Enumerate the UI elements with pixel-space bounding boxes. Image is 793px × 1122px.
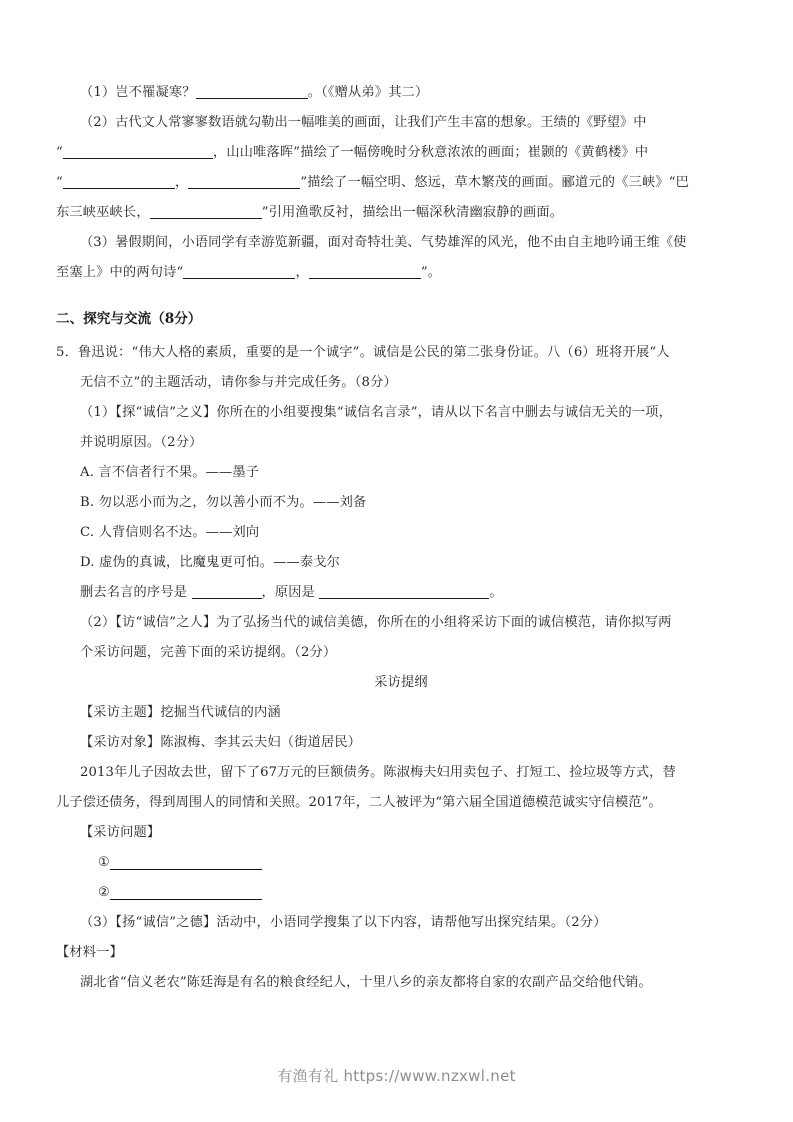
footer-watermark: 有渔有礼 https://www.nzxwl.net [277,1067,516,1085]
fill-blank-option-id[interactable] [192,584,262,599]
material-one-text [56,968,746,998]
question-5-sub-1-line-2: 并说明原因。（2分） [80,435,203,450]
fill-blank[interactable] [309,264,421,279]
answer-row-mid: ，原因是 [261,585,316,600]
answer-write-line[interactable] [110,854,262,870]
question-5-sub-1-answer-row [56,578,746,608]
question-5-sub-2-line-1: （2）【访“诚信”之人】为了弘扬当代的诚信美德，你所在的小组将采访下面的诚信模范，请你拟写两 [80,615,672,630]
q4-item3-line2-head: 至塞上》中的两句诗“ [56,265,184,280]
question-5-sub-1-line-1: （1）【探“诚信”之义】你所在的小组要搜集“诚信名言录”，请从以下名言中删去与诚信无关的一项， [80,405,673,420]
interview-topic: 【采访主题】挖掘当代诚信的内涵 [80,705,281,720]
interview-question-row-2 [56,878,746,908]
circled-number-2: ② [98,885,110,900]
question-4-item-3-line-2 [56,258,746,288]
fill-blank[interactable] [183,264,295,279]
material-one-body: 湖北省“信义老农”陈廷海是有名的粮食经纪人，十里八乡的亲友都将自家的农副产品交给他代销。 [80,975,652,990]
q4-item3-line1-text: （3）暑假期间，小语同学有幸游览新疆，面对奇特壮美、气势雄浑的风光，他不由自主地吟诵王维《使 [80,235,687,250]
question-5-stem-line-1 [56,338,746,368]
q4-item2-line2-text: ，山山唯落晖”描绘了一幅傍晚时分秋意浓浓的画面；崔颢的《黄鹤楼》中 [212,145,649,160]
question-4-item-3-line-1 [56,228,746,258]
quote-open: “ [56,175,63,190]
answer-row-tail: 。 [489,585,503,600]
q4-item2-line1-text: （2）古代文人常寥寥数语就勾勒出一幅唯美的画面，让我们产生丰富的想象。王绩的《野望》中 [80,115,647,130]
interview-background-line-2: 儿子偿还债务，得到周围人的同情和关照。2017年，二人被评为“第六届全国道德模范诚实守信模范”。 [56,795,662,810]
fill-blank[interactable] [63,174,175,189]
section-heading-two: 二、探究与交流（8分） [56,311,202,327]
q4-item2-line4-tail: ”引用渔歌反衬，描绘出一幅深秋清幽寂静的画面。 [261,205,564,220]
question-5-sub-2-line-2: 个采访问题，完善下面的采访提纲。（2分） [80,645,337,660]
option-c[interactable]: C. 人背信则名不达。——刘向 [80,525,260,540]
fill-blank[interactable] [150,204,262,219]
question-4-item-2-line-3 [56,168,746,198]
interview-questions-label: 【采访问题】 [80,825,161,840]
answer-row-head: 删去名言的序号是 [80,585,188,600]
answer-write-line[interactable] [110,884,262,900]
question-5-stem-line-2: 无信不立”的主题活动，请你参与并完成任务。（8分） [80,375,397,390]
interview-background-line-1 [56,758,746,788]
question-4-item-1 [56,78,746,108]
fill-blank[interactable] [188,174,300,189]
fill-blank[interactable] [196,84,308,99]
q4-item3-line2-tail: ”。 [420,265,442,280]
q4-item1-prefix: （1）岂不罹凝寒？ [80,85,196,100]
question-5-stem-text: 鲁迅说：“伟大人格的素质，重要的是一个诚字”。诚信是公民的第二张身份证。八（6）班将开展“人 [77,345,670,360]
question-4-item-2-line-1 [56,108,746,138]
option-b[interactable]: B. 勿以恶小而为之，勿以善小而不为。——刘备 [80,495,367,510]
option-a[interactable]: A. 言不信者行不果。——墨子 [80,465,260,480]
question-4-item-2-line-2 [56,138,746,168]
material-one-label: 【材料一】 [56,945,123,960]
document-body [56,78,746,998]
q4-item2-line3-comma: ， [174,175,189,190]
interview-outline-title: 采访提纲 [374,675,428,690]
q4-item2-line4-head: 东三峡巫峡长， [56,205,150,220]
interview-background-text-1: 2013年儿子因故去世，留下了67万元的巨额债务。陈淑梅夫妇用卖包子、打短工、捡垃圾等方式，替 [80,765,676,780]
interview-subject: 【采访对象】陈淑梅、李其云夫妇（街道居民） [80,735,362,750]
question-5-number: 5． [56,345,78,360]
question-5-sub-3-line-1: （3）【扬“诚信”之德】活动中，小语同学搜集了以下内容，请帮他写出探究结果。（2分） [80,915,607,930]
option-d[interactable]: D. 虚伪的真诚，比魔鬼更可怕。——泰戈尔 [80,555,341,570]
q4-item1-suffix: 。（《赠从弟》其二） [307,85,429,100]
interview-question-row-1 [56,848,746,878]
fill-blank[interactable] [63,144,213,159]
circled-number-1: ① [98,855,110,870]
quote-open: “ [56,145,63,160]
q4-item3-line2-comma: ， [295,265,309,280]
fill-blank-reason[interactable] [319,584,489,599]
question-4-item-2-line-4 [56,198,746,228]
q4-item2-line3-text: ”描绘了一幅空明、悠远，草木繁茂的画面。郦道元的《三峡》“巴 [300,175,690,190]
